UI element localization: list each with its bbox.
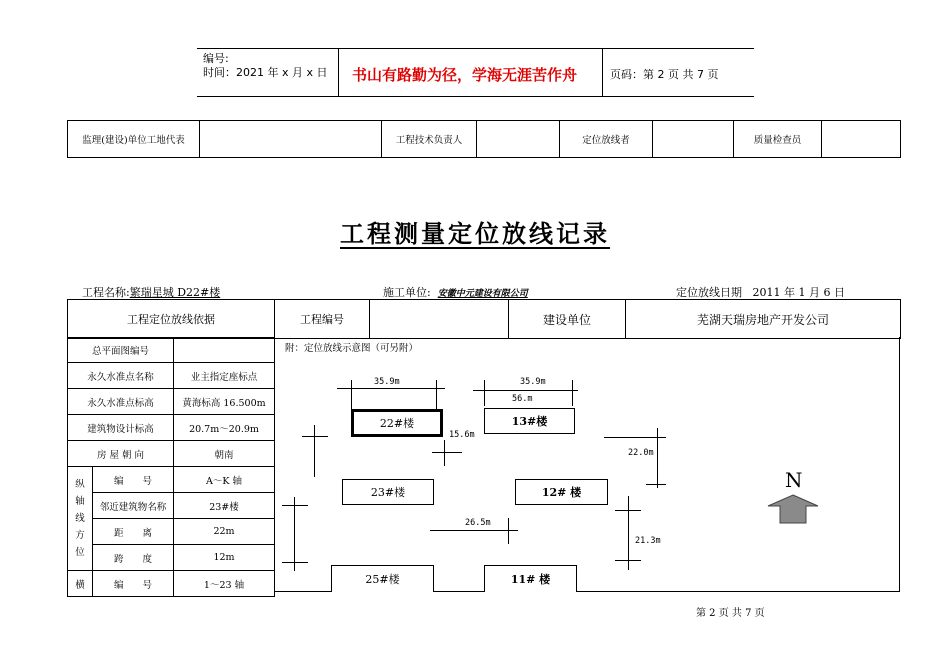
building-13 — [484, 408, 575, 434]
north-arrow-icon — [766, 494, 820, 524]
header-top-rule — [197, 48, 754, 49]
horizontal-label: 横 — [68, 571, 93, 597]
date-row — [676, 284, 845, 300]
header-divider-2 — [602, 48, 603, 96]
building-23-label: 23#楼 — [370, 486, 406, 499]
bench-name-value: 业主指定座标点 — [174, 363, 275, 389]
date-label: 定位放线日期 — [676, 286, 742, 299]
bench-elev-value: 黄海标高 16.500m — [174, 389, 275, 415]
project-name-value: 繁瑞星城 D22#楼 — [129, 286, 221, 299]
header-page-label: 页码：第 2 页 共 7 页 — [610, 68, 719, 81]
design-elev-value: 20.7m～20.9m — [174, 415, 275, 441]
sig-layout-field[interactable] — [653, 121, 734, 158]
dim-tick — [615, 560, 641, 561]
header-motto: 书山有路勤为径，学海无涯苦作舟 — [352, 66, 578, 84]
v-number-label: 编 号 — [93, 467, 174, 493]
dim-tick — [282, 562, 308, 563]
bench-name-label: 永久水准点名称 — [68, 363, 174, 389]
developer-value: 芜湖天瑞房地产开发公司 — [626, 300, 901, 339]
dim-label-e: 22.0m — [628, 448, 654, 458]
north-label: N — [785, 468, 803, 492]
page-footer: 第 2 页 共 7 页 — [696, 608, 765, 619]
signature-table — [67, 120, 901, 158]
header-bottom-rule — [197, 96, 754, 97]
vertical-axis-label: 纵 轴 线 方 位 — [68, 467, 93, 571]
header-divider-1 — [338, 48, 339, 96]
dim-tick — [282, 505, 308, 506]
design-elev-label: 建筑物设计标高 — [68, 415, 174, 441]
project-name-label: 工程名称: — [82, 286, 130, 299]
building-25-label: 25#楼 — [365, 573, 400, 586]
building-11-label: 11# 楼 — [510, 573, 551, 586]
dim-line — [473, 390, 578, 391]
builder-label: 施工单位: — [383, 286, 431, 299]
dim-label-g: 21.3m — [635, 536, 661, 546]
sig-tech-lead-field[interactable] — [477, 121, 560, 158]
header-number-label: 编号: — [203, 52, 229, 65]
plan-no-label: 总平面图编号 — [68, 338, 174, 363]
bench-elev-label: 永久水准点标高 — [68, 389, 174, 415]
builder-value: 安徽中元建设有限公司 — [437, 289, 528, 299]
dim-tick — [572, 380, 573, 406]
dim-label-d: 15.6m — [449, 430, 475, 440]
sig-inspector-field[interactable] — [822, 121, 901, 158]
dim-tick — [484, 380, 485, 406]
dim-tick — [604, 437, 666, 438]
dim-line — [628, 496, 629, 570]
dim-tick — [432, 452, 462, 453]
builder-row — [383, 284, 528, 300]
building-12 — [515, 479, 608, 505]
distance-value: 22m — [174, 519, 275, 545]
v-number-value: A～K 轴 — [174, 467, 275, 493]
main-table-header — [67, 299, 901, 339]
dim-label-b: 35.9m — [520, 377, 546, 387]
building-22-label: 22#楼 — [379, 417, 415, 430]
dim-tick — [302, 436, 328, 437]
dim-line — [444, 440, 445, 466]
dim-label-a: 35.9m — [374, 377, 400, 387]
span-label: 跨 度 — [93, 545, 174, 571]
diagram-note: 附：定位放线示意图（可另附） — [285, 343, 419, 354]
date-value: 2011 年 1 月 6 日 — [752, 286, 845, 299]
construction-unit-label: 建设单位 — [509, 300, 626, 339]
h-number-value: 1～23 轴 — [174, 571, 275, 597]
dim-tick — [615, 510, 641, 511]
neighbor-label: 邻近建筑物名称 — [93, 493, 174, 519]
dim-label-c: 56.m — [512, 394, 533, 404]
dim-tick — [351, 380, 352, 410]
left-info-table — [67, 337, 275, 597]
dim-label-f: 26.5m — [465, 518, 491, 528]
dim-tick — [436, 380, 437, 410]
guide-line — [294, 497, 295, 571]
building-25 — [331, 565, 434, 592]
basis-label: 工程定位放线依据 — [68, 300, 275, 339]
neighbor-value: 23#楼 — [174, 493, 275, 519]
building-12-label: 12# 楼 — [541, 486, 582, 499]
distance-label: 距 离 — [93, 519, 174, 545]
project-no-label: 工程编号 — [275, 300, 370, 339]
diagram-frame — [274, 337, 900, 592]
h-number-label: 编 号 — [93, 571, 174, 597]
dim-line — [430, 530, 518, 531]
sig-inspector-label: 质量检查员 — [734, 121, 822, 158]
project-name-row — [82, 284, 220, 300]
dim-tick — [646, 484, 666, 485]
span-value: 12m — [174, 545, 275, 571]
sig-supervisor-label: 监理(建设)单位工地代表 — [68, 121, 200, 158]
dim-tick — [508, 518, 509, 544]
dim-line — [337, 388, 445, 389]
building-13-label: 13#楼 — [511, 415, 548, 428]
building-23 — [342, 479, 434, 505]
sig-tech-lead-label: 工程技术负责人 — [382, 121, 477, 158]
building-11 — [484, 565, 577, 592]
sig-supervisor-field[interactable] — [200, 121, 382, 158]
building-22 — [351, 409, 443, 437]
document-title: 工程测量定位放线记录 — [340, 220, 610, 248]
header-time-label: 时间：2021 年 x 月 x 日 — [203, 66, 328, 79]
guide-line — [314, 425, 315, 477]
orientation-value: 朝南 — [174, 441, 275, 467]
sig-layout-label: 定位放线者 — [560, 121, 653, 158]
plan-no-field[interactable] — [174, 338, 275, 363]
project-no-field[interactable] — [370, 300, 509, 339]
orientation-label: 房 屋 朝 向 — [68, 441, 174, 467]
